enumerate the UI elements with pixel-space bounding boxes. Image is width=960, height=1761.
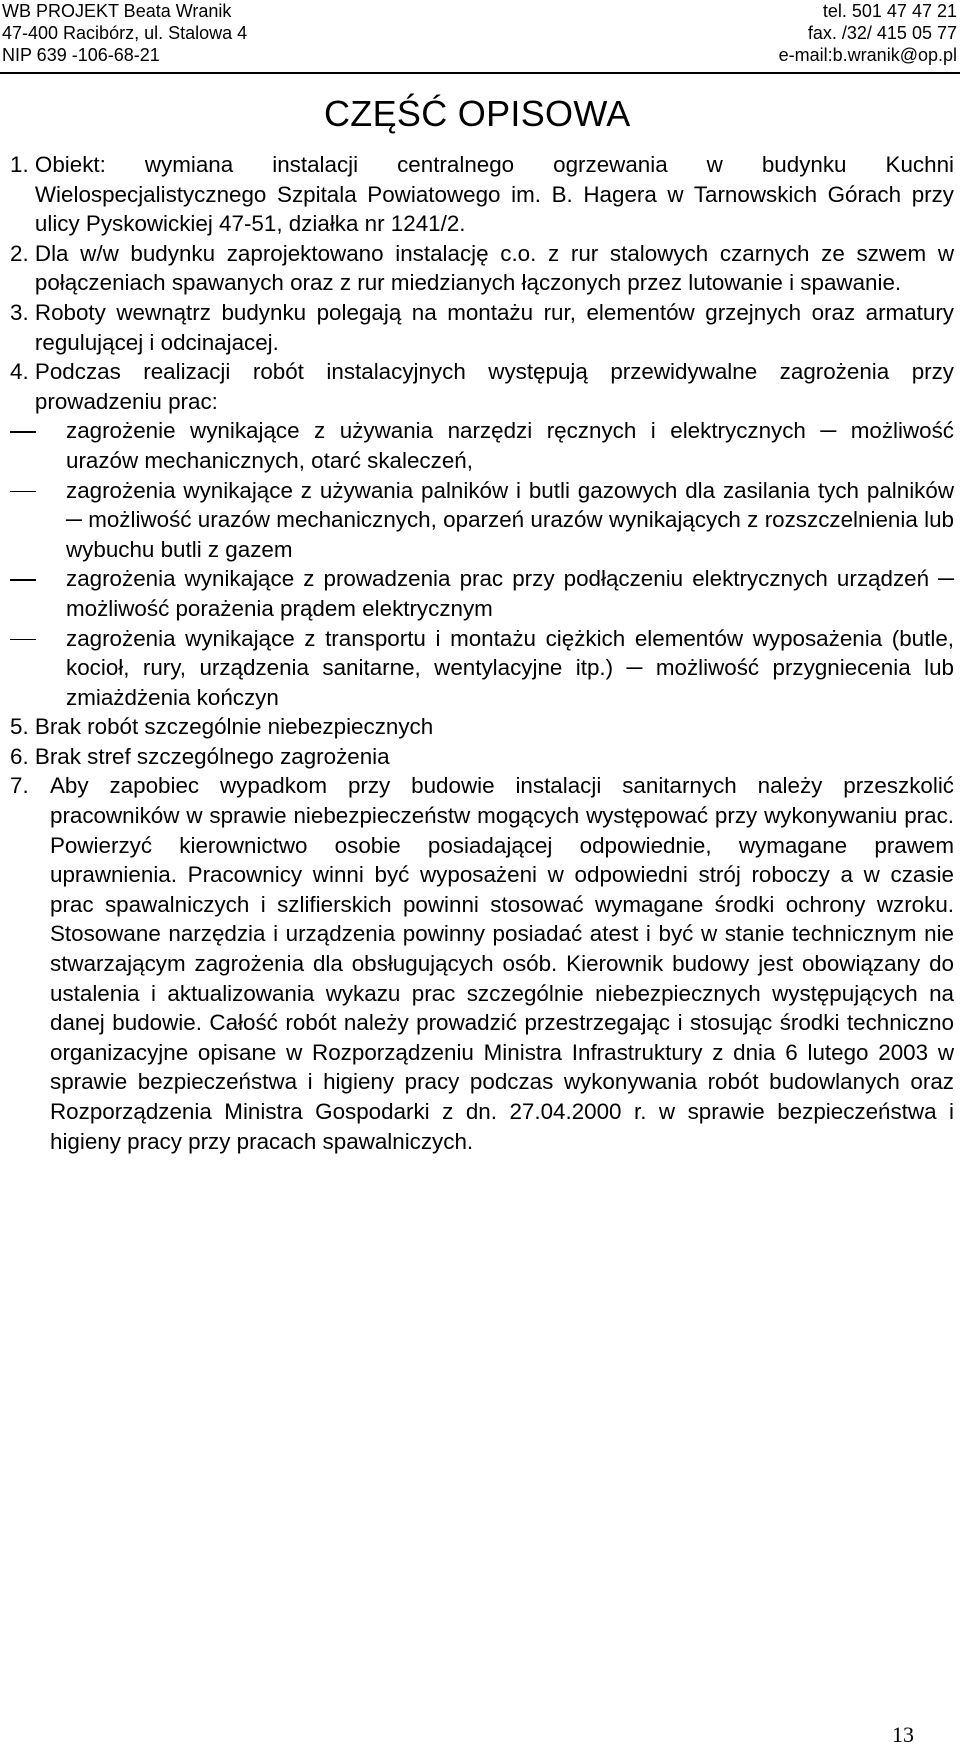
item-text: Brak robót szczególnie niebezpiecznych [34, 714, 434, 740]
list-item-5 [10, 712, 954, 742]
item-text: Podczas realizacji robót instalacyjnych występują przewidywalne zagrożenia przy prowadzeniu prac: [34, 359, 954, 414]
hazard-text: zagrożenia wynikające z używania palników i butli gazowych dla zasilania tych palników ─ możliwość urazów mechanicznych, oparzeń urazów wynikających z rozszczelnienia lub wybuchu butli z gazem [66, 477, 954, 562]
company-address: 47-400 Racibórz, ul. Stalowa 4 [2, 23, 248, 43]
list-item-6 [10, 742, 954, 772]
item-text: Aby zapobiec wypadkom przy budowie instalacji sanitarnych należy przeszkolić pracowników w sprawie niebezpieczeństw mogących występować przy wykonywaniu prac. Powierzyć kierownictwo osobie posiadającej odpowiednie, wymagane prawem uprawnienia. Pracownicy winni być wyposażeni w odpowiedni strój roboczy a w czasie prac spawalniczych i szlifierskich powinni stosować wymagane środki ochrony wzroku. Stosowane narzędzia i urządzenia powinny posiadać atest i być w stanie technicznym nie stwarzającym zagrożenia dla obsługujących osób. Kierownik budowy jest obowiązany do ustalenia i aktualizowania wykazu prac szczególnie niebezpiecznych występujących na danej budowie. Całość robót należy prowadzić przestrzegając i stosując środki techniczno organizacyjne opisane w Rozporządzeniu Ministra Infrastruktury z dnia 6 lutego 2003 w sprawie bezpieczeństwa i higieny pracy podczas wykonywania robót budowlanych oraz Rozporządzenia Ministra Gospodarki z dn. 27.04.2000 r. w sprawie bezpieczeństwa i higieny pracy przy pracach spawalniczych. [50, 773, 954, 1154]
hazard-item [10, 416, 954, 475]
list-item-3 [10, 298, 954, 357]
page-number: 13 [892, 1722, 914, 1747]
contact-email: e-mail:b.wranik@op.pl [778, 45, 957, 65]
list-item-2 [10, 239, 954, 298]
item-number: 5. [10, 714, 35, 740]
item-text: Brak stref szczególnego zagrożenia [34, 743, 390, 769]
dash-bullet-icon [10, 476, 50, 506]
dash-bullet-icon [10, 624, 50, 654]
list-item-1 [10, 150, 954, 239]
hazard-text: zagrożenia wynikające z prowadzenia prac przy podłączeniu elektrycznych urządzeń ─ możliwość porażenia prądem elektrycznym [66, 566, 954, 621]
item-text: Dla w/w budynku zaprojektowano instalację c.o. z rur stalowych czarnych ze szwem w połączeniach spawanych oraz z rur miedzianych łączonych przez lutowanie i spawanie. [34, 240, 954, 296]
item-number: 2. [10, 240, 35, 266]
hazard-item [10, 476, 954, 565]
item-number: 6. [10, 743, 35, 769]
item-text: Roboty wewnątrz budynku polegają na montażu rur, elementów grzejnych oraz armatury regulującej i odcinajacej. [34, 299, 954, 355]
hazard-text: zagrożenia wynikające z transportu i montażu ciężkich elementów wyposażenia (butle, kocioł, rury, urządzenia sanitarne, wentylacyjne itp.) ─ możliwość przygniecenia lub zmiażdżenia kończyn [66, 625, 954, 710]
item-number: 7. [10, 773, 35, 799]
dash-bullet-icon [10, 564, 50, 594]
contact-phone: tel. 501 47 47 21 [822, 1, 957, 21]
hazard-item [10, 564, 954, 623]
hazard-text: zagrożenie wynikające z używania narzędzi ręcznych i elektrycznych ─ możliwość urazów mechanicznych, otarć skaleczeń, [66, 418, 954, 473]
letterhead-company-block [2, 0, 247, 66]
company-name: WB PROJEKT Beata Wranik [2, 1, 232, 21]
item-number: 4. [10, 359, 35, 385]
letterhead [0, 0, 960, 74]
list-item-7 [10, 771, 954, 1156]
letterhead-contact-block [779, 0, 957, 66]
hazard-list [10, 416, 954, 712]
list-item-4 [10, 357, 954, 416]
document-body [10, 150, 954, 1156]
item-number: 1. [10, 152, 35, 177]
hazard-item [10, 624, 954, 713]
contact-fax: fax. /32/ 415 05 77 [807, 23, 957, 43]
item-number: 3. [10, 299, 35, 325]
company-nip: NIP 639 -106-68-21 [2, 45, 160, 65]
document-title: CZĘŚĆ OPISOWA [324, 93, 631, 134]
dash-bullet-icon [10, 416, 50, 446]
item-text: Obiekt: wymiana instalacji centralnego ogrzewania w budynku Kuchni Wielospecjalistycznego Szpitala Powiatowego im. B. Hagera w Tarnowskich Górach przy ulicy Pyskowickiej 47-51, działka nr 1241/2. [34, 152, 954, 237]
